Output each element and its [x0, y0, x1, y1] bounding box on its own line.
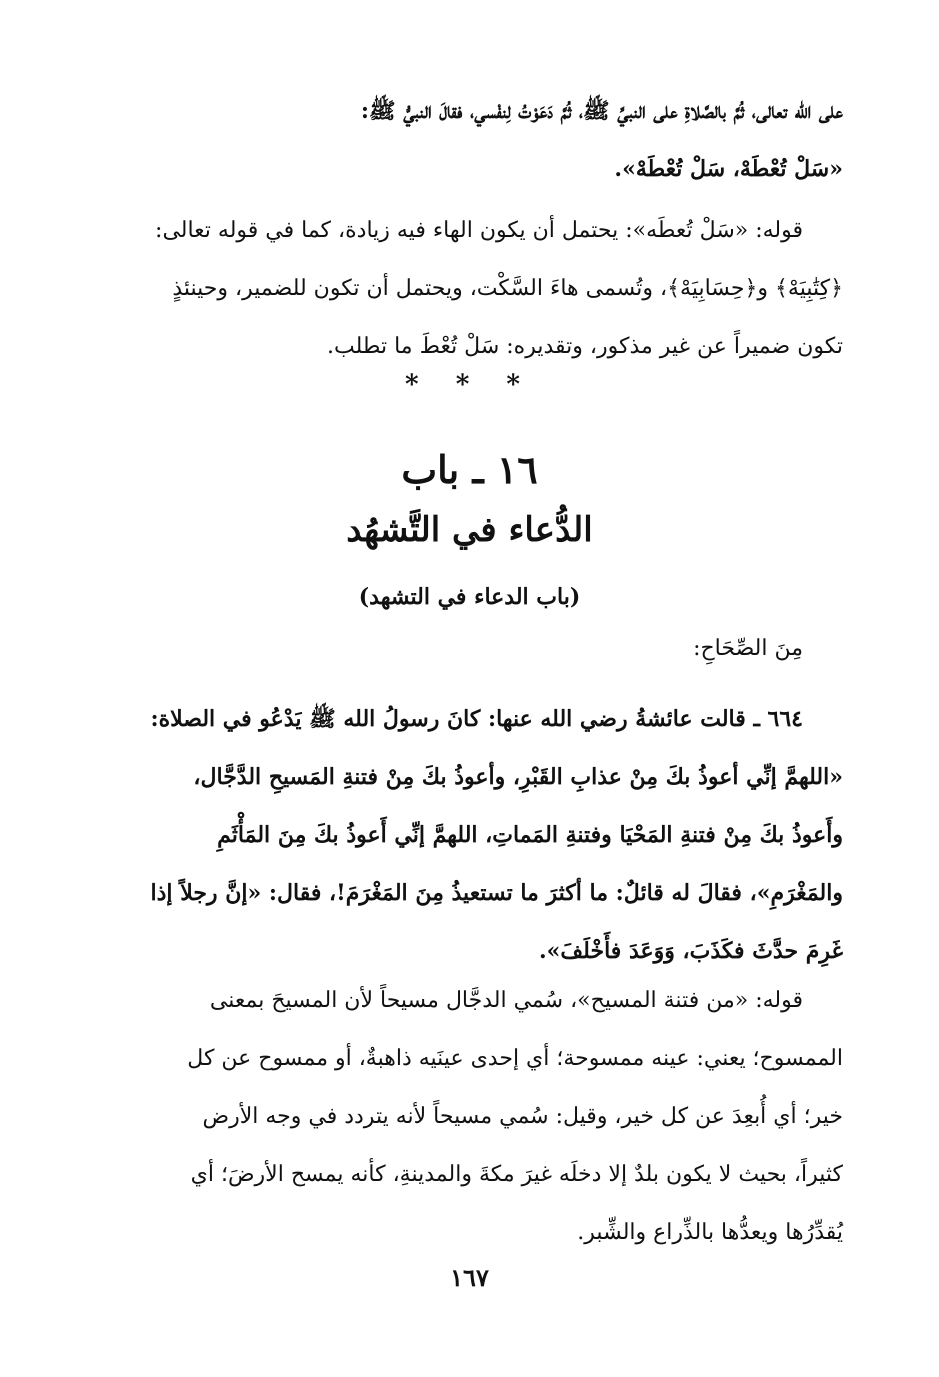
commentary-paragraph-1 — [128, 202, 843, 376]
text-line: «سَلْ تُعْطَهْ، سَلْ تُعْطَهْ». — [614, 156, 843, 182]
text-line: وأَعوذُ بكَ مِنْ فتنةِ المَحْيَا وفتنةِ المَماتِ، اللهمَّ إنِّي أَعوذُ بكَ مِنَ المَأْثَمِ — [217, 822, 843, 848]
text-line: قوله: «من فتنة المسيح»، سُمي الدجَّال مسيحاً لأن المسيحَ بمعنى — [209, 988, 803, 1013]
text-line: كثيراً، بحيث لا يكون بلدٌ إلا دخلَه غيرَ مكةَ والمدينةِ، كأنه يمسح الأرضَ؛ أي — [190, 1162, 843, 1187]
text-line: ﴿كِتَٰبِيَهْ﴾ و﴿حِسَابِيَهْ﴾، وتُسمى هاءَ السَّكْت، ويحتمل أن تكون للضمير، وحينئذٍ — [172, 276, 843, 301]
chapter-title: الدُّعاء في التَّشهُد — [346, 510, 593, 550]
hadith-664 — [128, 690, 843, 980]
text-line: الممسوح؛ يعني: عينه ممسوحة؛ أي إحدى عينَيه ذاهبةٌ، أو ممسوح عن كل — [187, 1046, 843, 1071]
text-line: خير؛ أي أُبعِدَ عن كل خير، وقيل: سُمي مسيحاً لأنه يتردد في وجه الأرض — [202, 1104, 843, 1129]
commentary-paragraph-2 — [128, 972, 843, 1262]
text-line: يُقدِّرُها ويعدُّها بالذِّراع والشِّبر. — [577, 1220, 843, 1245]
page-number: ١٦٧ — [450, 1263, 489, 1292]
text-line: والمَغْرَمِ»، فقالَ له قائلٌ: ما أكثرَ ما تستعيذُ مِنَ المَغْرَمَ!، فقال: «إنَّ رجلاً إذا — [150, 880, 843, 906]
text-line: غَرِمَ حدَّثَ فكَذَبَ، وَوَعَدَ فأَخْلَفَ». — [539, 938, 843, 964]
text-line: ٦٦٤ ـ قالت عائشةُ رضي الله عنها: كانَ رسولُ الله ﷺ يَدْعُو في الصلاة: — [150, 706, 803, 732]
paragraph-continuation — [128, 82, 843, 198]
section-separator: * * * — [405, 370, 534, 400]
text-line: «اللهمَّ إنِّي أعوذُ بكَ مِنْ عذابِ القَبْرِ، وأعوذُ بكَ مِنْ فتنةِ المَسيحِ الدَّجَّال، — [193, 764, 843, 790]
text-line: تكون ضميراً عن غير مذكور، وتقديره: سَلْ تُعْطَ ما تطلب. — [327, 334, 843, 359]
text-line: على الله تعالى، ثُمَّ بالصَّلاةِ على النبيِّ ﷺ، ثُمَّ دَعَوْتُ لِنفْسي، فقالَ النبيُّ ﷺ: — [360, 98, 843, 124]
text-line: قوله: «سَلْ تُعطَه»: يحتمل أن يكون الهاء فيه زيادة، كما في قوله تعالى: — [155, 218, 803, 243]
chapter-number: ١٦ ـ باب — [401, 447, 538, 492]
section-label: مِنَ الصِّحَاحِ: — [693, 636, 803, 661]
chapter-subtitle: (باب الدعاء في التشهد) — [358, 584, 581, 610]
